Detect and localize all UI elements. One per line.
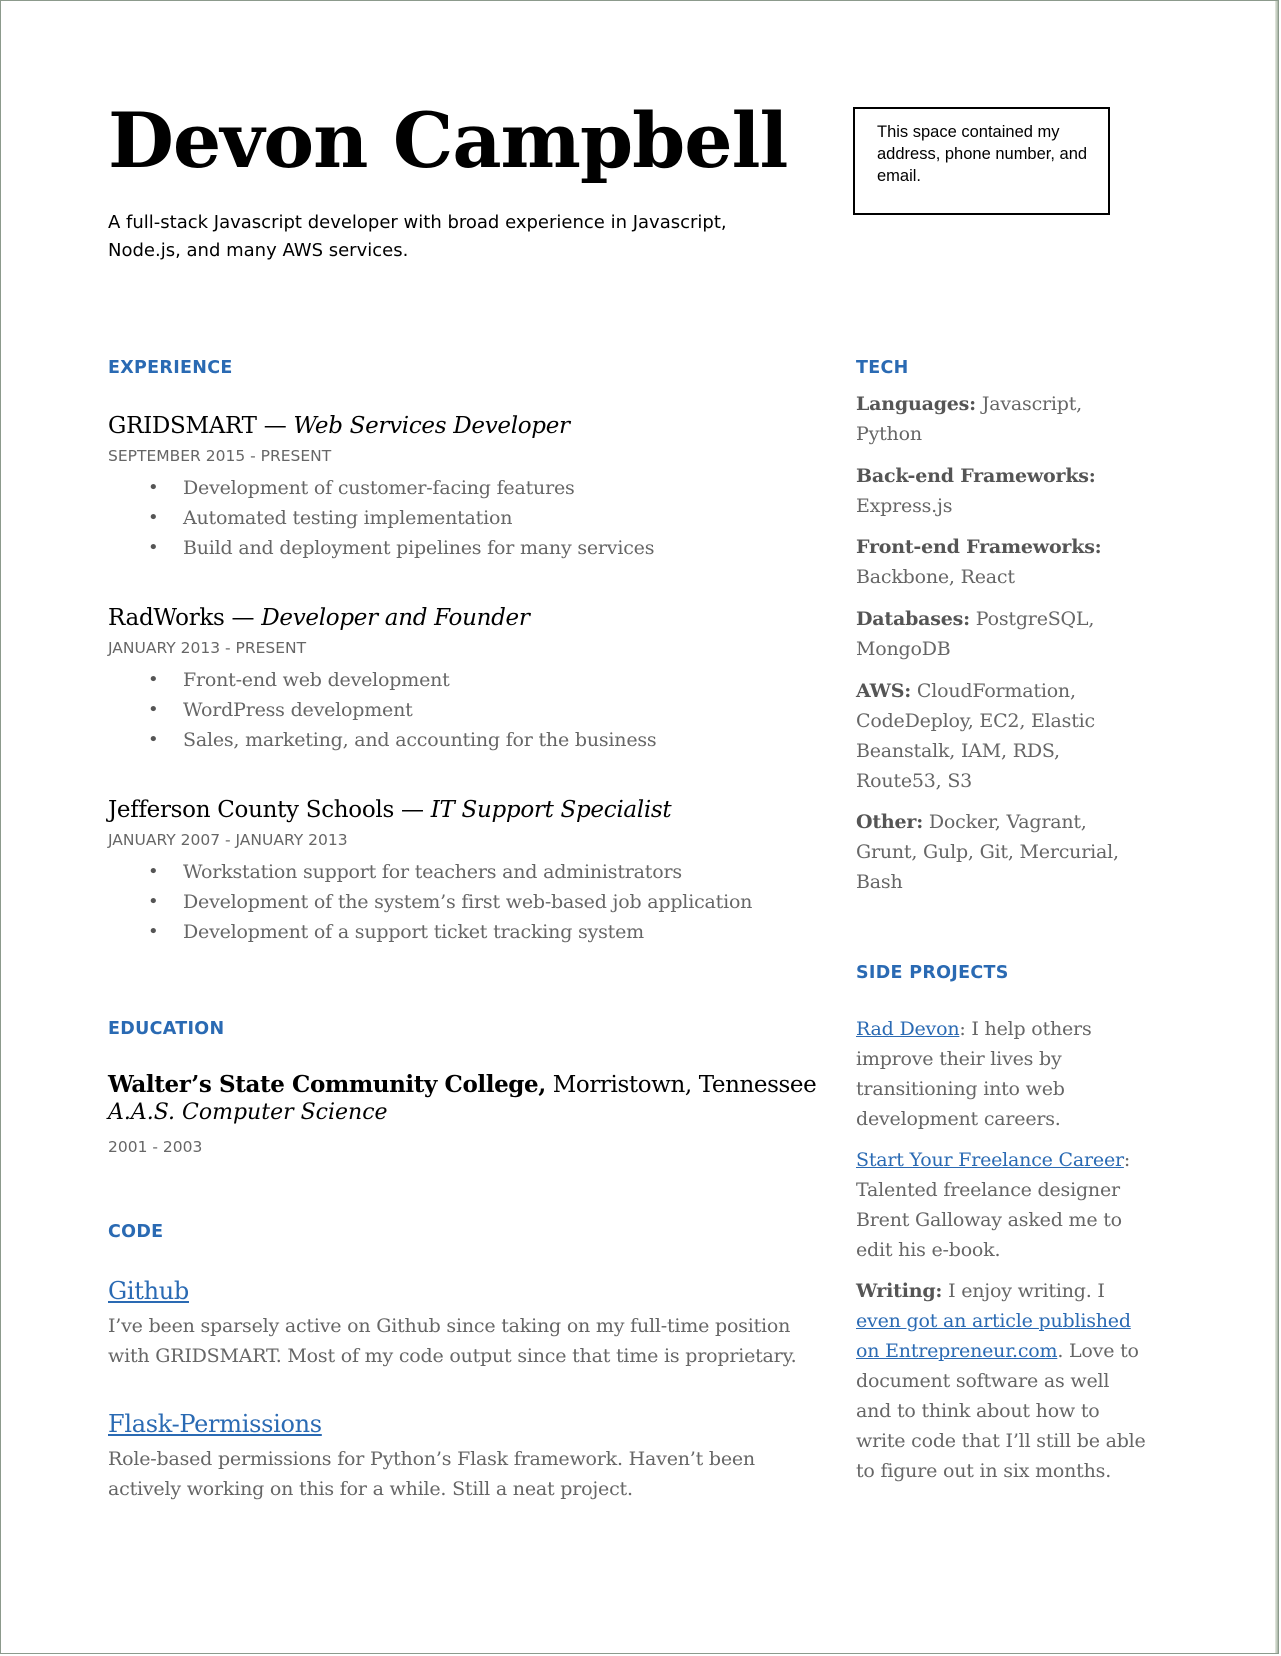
job-role: Developer and Founder: [261, 605, 530, 631]
job-company: RadWorks: [108, 605, 225, 631]
job-title: [108, 411, 798, 441]
tech-value: PostgreSQL, MongoDB: [856, 608, 1095, 660]
writing-text-after: . Love to document software as well and to think about how to write code that I’ll still be able to figure out in six months.: [856, 1340, 1146, 1482]
list-item: • Workstation support for teachers and administrators: [108, 857, 798, 887]
code-heading: CODE: [108, 1222, 164, 1242]
education-entry: [108, 1071, 828, 1156]
tech-item-backend: [856, 461, 1146, 521]
tech-item-aws: [856, 676, 1146, 796]
job-dates: JANUARY 2007 - JANUARY 2013: [108, 831, 348, 849]
list-item: • Sales, marketing, and accounting for the business: [108, 725, 798, 755]
job-bullet-list: [108, 473, 798, 563]
job-company: GRIDSMART: [108, 413, 257, 439]
job-title: [108, 603, 798, 633]
tagline: A full-stack Javascript developer with broad experience in Javascript, Node.js, and many AWS services.: [108, 212, 727, 261]
tech-item-frontend: [856, 532, 1146, 592]
code-item-flask-permissions: [108, 1408, 808, 1504]
tech-value: CloudFormation, CodeDeploy, EC2, Elastic Beanstalk, IAM, RDS, Route53, S3: [856, 680, 1095, 792]
job-bullet-list: [108, 665, 798, 755]
tech-value: Backbone, React: [856, 566, 1015, 588]
job-bullet-list: [108, 857, 798, 947]
side-project-description: : I help others improve their lives by transitioning into web development careers.: [856, 1018, 1092, 1130]
tech-item-other: [856, 807, 1146, 897]
job-separator: —: [256, 413, 294, 439]
list-item: • Front-end web development: [108, 665, 798, 695]
flask-permissions-link[interactable]: Flask-Permissions: [108, 1410, 322, 1438]
list-item: • Automated testing implementation: [108, 503, 798, 533]
list-item: • Development of customer-facing features: [108, 473, 798, 503]
tech-label: Languages:: [856, 393, 976, 415]
job-entry-gridsmart: [108, 411, 798, 563]
tech-label: Other:: [856, 811, 924, 833]
tech-value: Javascript, Python: [856, 393, 1083, 445]
writing-label: Writing:: [856, 1280, 943, 1302]
list-item: • Development of the system’s first web-based job application: [108, 887, 798, 917]
list-item: • Development of a support ticket tracking system: [108, 917, 798, 947]
side-project-freelance: [856, 1145, 1146, 1265]
tech-label: AWS:: [856, 680, 912, 702]
job-entry-jefferson-county: [108, 795, 798, 947]
tech-item-languages: [856, 389, 1146, 449]
job-role: Web Services Developer: [293, 413, 570, 439]
freelance-career-link[interactable]: Start Your Freelance Career: [856, 1149, 1124, 1171]
side-project-description: : Talented freelance designer Brent Galloway asked me to edit his e-book.: [856, 1149, 1131, 1261]
job-entry-radworks: [108, 603, 798, 755]
job-title: [108, 795, 798, 825]
tech-label: Front-end Frameworks:: [856, 536, 1102, 558]
education-heading: EDUCATION: [108, 1019, 225, 1039]
writing-text-before: I enjoy writing. I: [942, 1280, 1105, 1302]
tech-label: Databases:: [856, 608, 970, 630]
experience-heading: EXPERIENCE: [108, 358, 233, 378]
education-degree: A.A.S. Computer Science: [108, 1100, 388, 1125]
tech-value: Docker, Vagrant, Grunt, Gulp, Git, Mercurial, Bash: [856, 811, 1119, 893]
job-dates: SEPTEMBER 2015 - PRESENT: [108, 447, 332, 465]
job-dates: JANUARY 2013 - PRESENT: [108, 639, 307, 657]
rad-devon-link[interactable]: Rad Devon: [856, 1018, 960, 1040]
tech-item-databases: [856, 604, 1146, 664]
code-item-description: I’ve been sparsely active on Github since taking on my full-time position with GRIDSMART. Most of my code output since that time is proprietary.: [108, 1315, 797, 1367]
candidate-name: Devon Campbell: [108, 96, 788, 185]
tech-value: Express.js: [856, 495, 953, 517]
job-role: IT Support Specialist: [430, 797, 672, 823]
side-project-writing: [856, 1276, 1146, 1486]
job-company: Jefferson County Schools: [108, 797, 394, 823]
job-separator: —: [393, 797, 431, 823]
tech-heading: TECH: [856, 358, 909, 378]
tech-label: Back-end Frameworks:: [856, 465, 1096, 487]
education-dates: 2001 - 2003: [108, 1138, 203, 1156]
contact-placeholder-box: This space contained my address, phone number, and email.: [853, 107, 1110, 215]
education-school-line: [108, 1071, 828, 1099]
side-project-rad-devon: [856, 1014, 1146, 1134]
side-projects-heading: SIDE PROJECTS: [856, 963, 1009, 983]
entrepreneur-article-link[interactable]: even got an article published on Entrepreneur.com: [856, 1310, 1131, 1362]
education-location: Morristown, Tennessee: [545, 1072, 817, 1098]
code-item-github: [108, 1275, 808, 1371]
list-item: • Build and deployment pipelines for many services: [108, 533, 798, 563]
github-link[interactable]: Github: [108, 1277, 189, 1305]
code-item-description: Role-based permissions for Python’s Flask framework. Haven’t been actively working on this for a while. Still a neat project.: [108, 1448, 755, 1500]
education-school: Walter’s State Community College,: [108, 1071, 546, 1098]
list-item: • WordPress development: [108, 695, 798, 725]
job-separator: —: [224, 605, 262, 631]
